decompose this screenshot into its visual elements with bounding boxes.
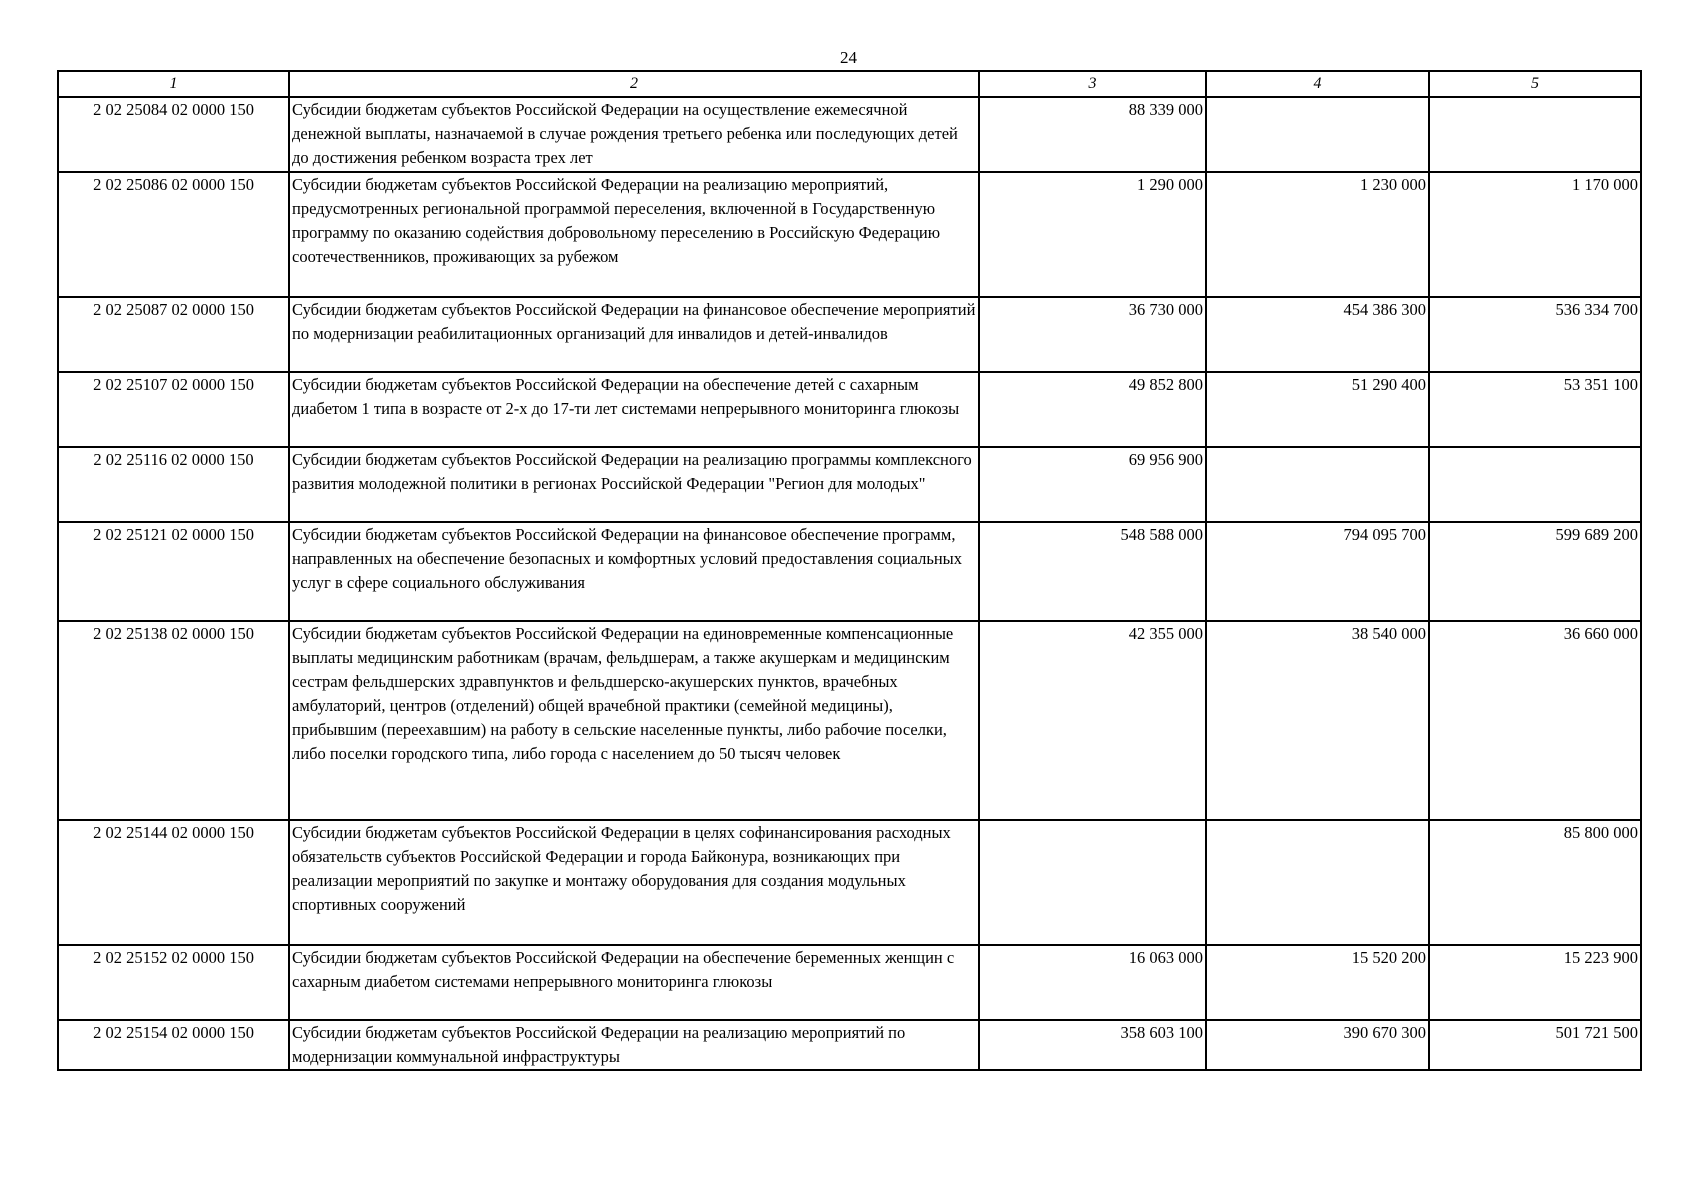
income-code-cell: 2 02 25152 02 0000 150 [58, 945, 289, 1020]
header-col-5: 5 [1429, 71, 1641, 97]
description-cell: Субсидии бюджетам субъектов Российской Федерации на обеспечение детей с сахарным диабетом 1 типа в возрасте от 2-х до 17-ти лет системами непрерывного мониторинга глюкозы [289, 372, 979, 447]
amount-col5-cell [1429, 97, 1641, 172]
amount-col4-cell: 454 386 300 [1206, 297, 1429, 372]
table-row [58, 621, 1641, 820]
amount-col5-cell: 15 223 900 [1429, 945, 1641, 1020]
income-code-cell: 2 02 25138 02 0000 150 [58, 621, 289, 820]
amount-col3-cell: 358 603 100 [979, 1020, 1206, 1070]
description-cell: Субсидии бюджетам субъектов Российской Федерации на осуществление ежемесячной денежной выплаты, назначаемой в случае рождения третьего ребенка или последующих детей до достижения ребенком возраста трех лет [289, 97, 979, 172]
amount-col4-cell: 794 095 700 [1206, 522, 1429, 621]
amount-col5-cell: 536 334 700 [1429, 297, 1641, 372]
table-row [58, 97, 1641, 172]
amount-col3-cell: 1 290 000 [979, 172, 1206, 297]
amount-col3-cell: 88 339 000 [979, 97, 1206, 172]
table-row [58, 1020, 1641, 1070]
amount-col4-cell [1206, 447, 1429, 522]
amount-col3-cell: 16 063 000 [979, 945, 1206, 1020]
amount-col5-cell: 36 660 000 [1429, 621, 1641, 820]
budget-table [57, 70, 1642, 1071]
amount-col4-cell: 38 540 000 [1206, 621, 1429, 820]
amount-col3-cell: 49 852 800 [979, 372, 1206, 447]
page-number: 24 [840, 48, 857, 67]
header-col-4: 4 [1206, 71, 1429, 97]
amount-col4-cell: 51 290 400 [1206, 372, 1429, 447]
amount-col3-cell [979, 820, 1206, 945]
income-code-cell: 2 02 25084 02 0000 150 [58, 97, 289, 172]
income-code-cell: 2 02 25087 02 0000 150 [58, 297, 289, 372]
income-code-cell: 2 02 25144 02 0000 150 [58, 820, 289, 945]
table-row [58, 172, 1641, 297]
income-code-cell: 2 02 25154 02 0000 150 [58, 1020, 289, 1070]
description-cell: Субсидии бюджетам субъектов Российской Федерации на единовременные компенсационные выплаты медицинским работникам (врачам, фельдшерам, а также акушеркам и медицинским сестрам фельдшерских здравпунктов и фельдшерско-акушерских пунктов, врачебных амбулаторий, центров (отделений) общей врачебной практики (семейной медицины), прибывшим (переехавшим) на работу в сельские населенные пункты, либо рабочие поселки, либо поселки городского типа, либо города с населением до 50 тысяч человек [289, 621, 979, 820]
amount-col5-cell: 85 800 000 [1429, 820, 1641, 945]
amount-col4-cell [1206, 820, 1429, 945]
description-cell: Субсидии бюджетам субъектов Российской Федерации на обеспечение беременных женщин с сахарным диабетом системами непрерывного мониторинга глюкозы [289, 945, 979, 1020]
description-cell: Субсидии бюджетам субъектов Российской Федерации на реализацию мероприятий по модернизации коммунальной инфраструктуры [289, 1020, 979, 1070]
amount-col3-cell: 69 956 900 [979, 447, 1206, 522]
header-row [58, 71, 1641, 97]
description-cell: Субсидии бюджетам субъектов Российской Федерации на финансовое обеспечение мероприятий по модернизации реабилитационных организаций для инвалидов и детей-инвалидов [289, 297, 979, 372]
amount-col4-cell: 390 670 300 [1206, 1020, 1429, 1070]
table-row [58, 447, 1641, 522]
table-row [58, 297, 1641, 372]
description-cell: Субсидии бюджетам субъектов Российской Федерации на реализацию мероприятий, предусмотренных региональной программой переселения, включенной в Государственную программу по оказанию содействия добровольному переселению в Российскую Федерацию соотечественников, проживающих за рубежом [289, 172, 979, 297]
description-cell: Субсидии бюджетам субъектов Российской Федерации в целях софинансирования расходных обязательств субъектов Российской Федерации и города Байконура, возникающих при реализации мероприятий по закупке и монтажу оборудования для создания модульных спортивных сооружений [289, 820, 979, 945]
amount-col5-cell: 53 351 100 [1429, 372, 1641, 447]
income-code-cell: 2 02 25121 02 0000 150 [58, 522, 289, 621]
income-code-cell: 2 02 25107 02 0000 150 [58, 372, 289, 447]
amount-col5-cell: 501 721 500 [1429, 1020, 1641, 1070]
amount-col4-cell: 15 520 200 [1206, 945, 1429, 1020]
table-row [58, 820, 1641, 945]
amount-col3-cell: 42 355 000 [979, 621, 1206, 820]
amount-col4-cell [1206, 97, 1429, 172]
header-col-2: 2 [289, 71, 979, 97]
amount-col5-cell: 1 170 000 [1429, 172, 1641, 297]
amount-col5-cell [1429, 447, 1641, 522]
amount-col5-cell: 599 689 200 [1429, 522, 1641, 621]
amount-col3-cell: 548 588 000 [979, 522, 1206, 621]
amount-col3-cell: 36 730 000 [979, 297, 1206, 372]
description-cell: Субсидии бюджетам субъектов Российской Федерации на реализацию программы комплексного развития молодежной политики в регионах Российской Федерации "Регион для молодых" [289, 447, 979, 522]
income-code-cell: 2 02 25086 02 0000 150 [58, 172, 289, 297]
table-row [58, 522, 1641, 621]
header-col-3: 3 [979, 71, 1206, 97]
amount-col4-cell: 1 230 000 [1206, 172, 1429, 297]
table-row [58, 372, 1641, 447]
income-code-cell: 2 02 25116 02 0000 150 [58, 447, 289, 522]
header-col-1: 1 [58, 71, 289, 97]
table-row [58, 945, 1641, 1020]
description-cell: Субсидии бюджетам субъектов Российской Федерации на финансовое обеспечение программ, направленных на обеспечение безопасных и комфортных условий предоставления социальных услуг в сфере социального обслуживания [289, 522, 979, 621]
